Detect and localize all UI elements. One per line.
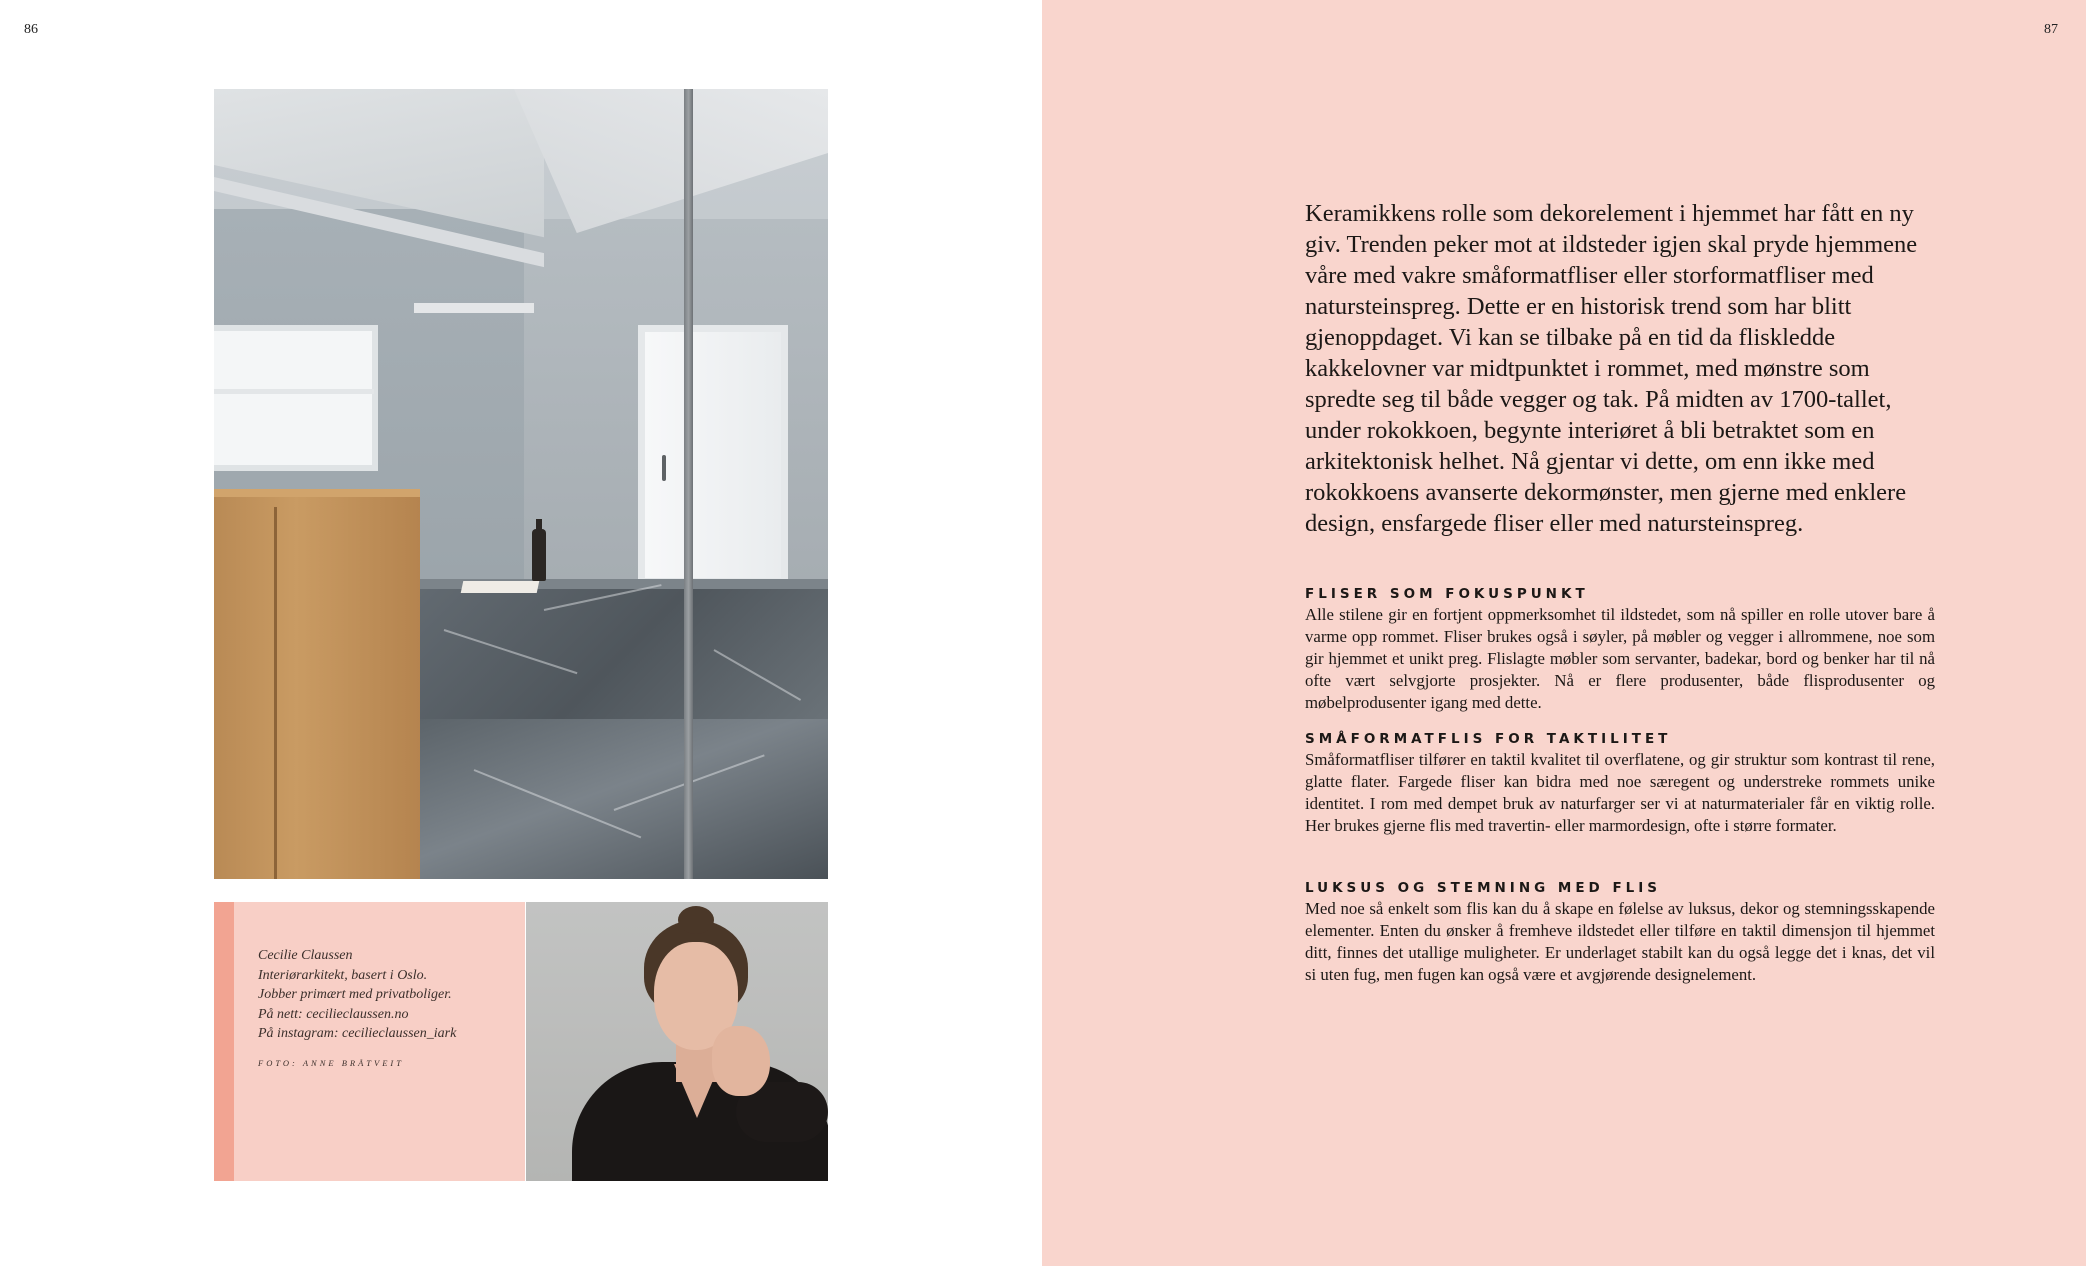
- caption-web: På nett: cecilieclaussen.no: [258, 1006, 409, 1022]
- section-heading: LUKSUS OG STEMNING MED FLIS: [1305, 880, 1662, 896]
- caption-box: [214, 902, 525, 1181]
- section-body: Med noe så enkelt som flis kan du å skape en følelse av luksus, dekor og stemningsskapende elementer. Enten du ønsker å fremheve ildstedet eller tilføre en taktil dimensjon til hjemmet ditt, finnes det utallige muligheter. Er underlaget stabilt kan du også legge det i knas, det vil si uten fug, men fugen kan også være et avgjørende designelement.: [1305, 899, 1935, 984]
- photo-glass-divider: [684, 89, 693, 879]
- section-heading: FLISER SOM FOKUSPUNKT: [1305, 586, 1589, 602]
- photo-window-right: [638, 325, 788, 585]
- section-smaformatflis: [1305, 731, 1935, 837]
- section-luksus-og-stemning: [1305, 880, 1935, 986]
- page-number-right: 87: [2044, 22, 2058, 37]
- portrait-photo: [526, 902, 828, 1181]
- portrait-hand: [712, 1026, 770, 1096]
- page-number-left: 86: [24, 22, 38, 37]
- section-body: Alle stilene gir en fortjent oppmerksomhet til ildstedet, som nå spiller en rolle utover bare å varme opp rommet. Fliser brukes også i søyler, på møbler og vegger i allrommene, noe som gir hjemmet et unikt preg. Flislagte møbler som servanter, badekar, bord og benker har til nå ofte vært selvgjorte prosjekter. Nå er flere produsenter, både flisprodusenter og møbelprodusenter igang med dette.: [1305, 605, 1935, 712]
- intro-paragraph: Keramikkens rolle som dekorelement i hjemmet har fått en ny giv. Trenden peker mot at ildsteder igjen skal pryde hjemmene våre med vakre småformatfliser eller storformatfliser med natursteinspreg. Dette er en historisk trend som har blitt gjenoppdaget. Vi kan se tilbake på en tid da fliskledde kakkelovner var midtpunktet i rommet, med mønstre som spredte seg til både vegger og tak. På midten av 1700-tallet, under rokokkoen, begynte interiøret å bli betraktet som en arkitektonisk helhet. Nå gjentar vi dette, om enn ikke med rokokkoens avanserte dekormønster, men gjerne med enklere design, ensfargede fliser eller med natursteinspreg.: [1305, 200, 1918, 537]
- photo-book: [461, 581, 540, 593]
- photo-window-sill: [214, 389, 374, 394]
- photo-soap-bottle: [532, 529, 546, 581]
- bathroom-photo: [214, 89, 828, 879]
- caption-work: Jobber primært med privatboliger.: [258, 987, 452, 1002]
- photo-window-handle: [662, 455, 666, 481]
- photo-window-left: [214, 325, 378, 471]
- photo-marble-bench: [420, 589, 828, 719]
- section-fliser-som-fokuspunkt: [1305, 586, 1935, 714]
- caption-name: Cecilie Claussen: [258, 948, 353, 963]
- caption-instagram: På instagram: cecilieclaussen_iark: [258, 1026, 457, 1041]
- photo-credit: FOTO: ANNE BRÅTVEIT: [258, 1058, 404, 1068]
- left-page: [0, 0, 1042, 1266]
- photo-wood-cabinet: [214, 497, 420, 879]
- section-body: Småformatfliser tilfører en taktil kvalitet til overflatene, og gir struktur som kontrast til rene, glatte flater. Fargede fliser kan bidra med noe særegent og understreke rommets unike identitet. I rom med dempet bruk av naturfarger ser vi at naturmaterialer får en viktig rolle. Her brukes gjerne flis med travertin- eller marmordesign, ofte i større formater.: [1305, 750, 1935, 835]
- photo-cabinet-door-gap: [274, 507, 277, 879]
- caption-accent-bar: [214, 902, 234, 1181]
- photo-shelf: [414, 303, 534, 313]
- caption-title: Interiørarkitekt, basert i Oslo.: [258, 967, 428, 983]
- caption-text: [258, 946, 518, 1044]
- section-heading: SMÅFORMATFLIS FOR TAKTILITET: [1305, 731, 1672, 747]
- photo-marble-floor: [420, 719, 828, 879]
- portrait-hair-bun: [678, 906, 714, 934]
